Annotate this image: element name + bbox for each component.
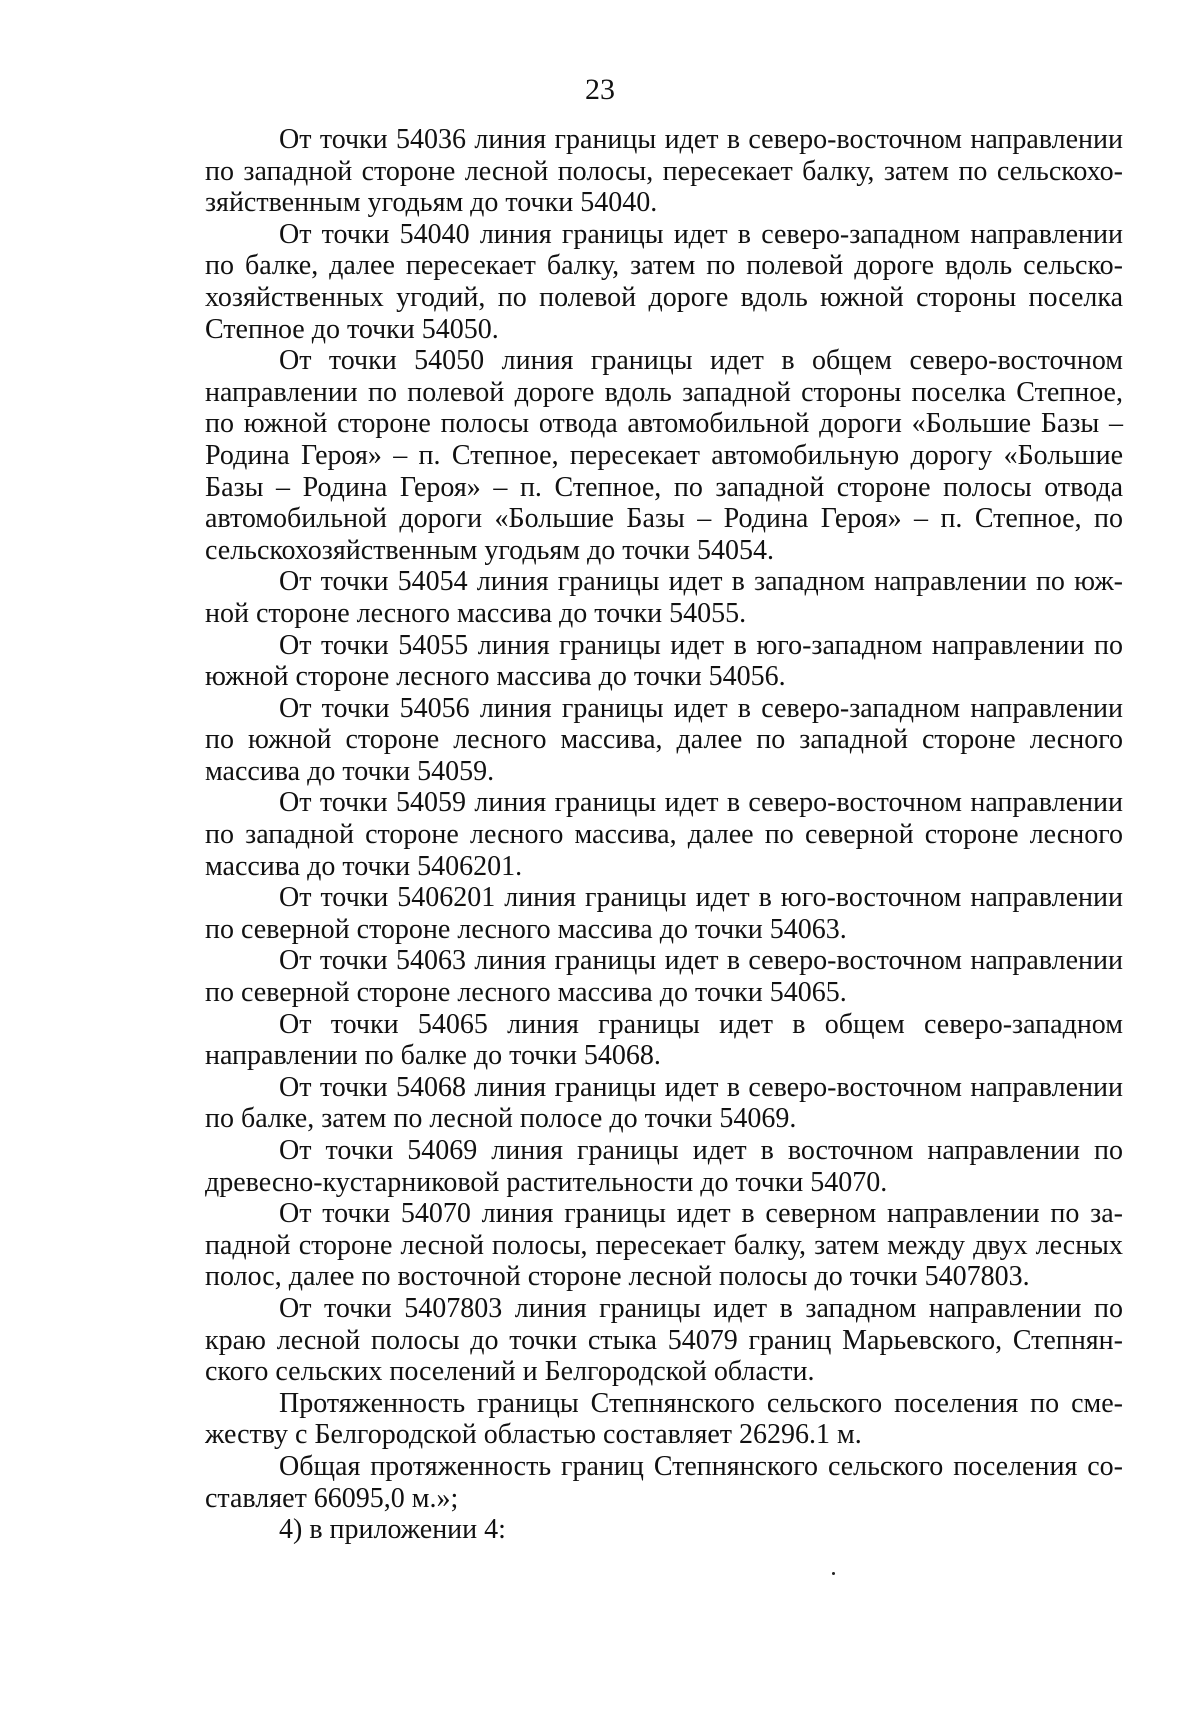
paragraph-point-5407803: От точки 5407803 линия границы идет в западном направлении по краю лесной полосы до точки стыка 54079 границ Марьевского, Степнянского сельских поселений и Белгородской области. <box>205 1292 1123 1388</box>
paragraph-appendix-4: 4) в приложении 4: <box>279 1514 506 1546</box>
paragraph-point-54040: От точки 54040 линия границы идет в северо-западном направлении по балке, далее пересекает балку, затем по полевой дороге вдоль сельскохозяйственных угодий, по полевой дороге вдоль южной стороны поселка Степное до точки 54050. <box>205 218 1123 345</box>
paragraph-point-54036: От точки 54036 линия границы идет в северо-восточном направлении по западной стороне лесной полосы, пересекает балку, затем по сельскохозяйственным угодьям до точки 54040. <box>205 124 1123 219</box>
paragraph-point-54050: От точки 54050 линия границы идет в общем северо-восточном направлении по полевой дороге вдоль западной стороны поселка Степное, по южной стороне полосы отвода автомобильной дороги «Большие Базы – Родина Героя» – п. Степное, пересекает автомобильную дорогу «Большие Базы – Родина Героя» – п. Степное, по западной стороне полосы отвода автомобильной дороги «Большие Базы – Родина Героя» – п. Степное, по сельскохозяйственным угодьям до точки 54054. <box>205 345 1123 566</box>
paragraph-total-border-length: Общая протяженность границ Степнянского сельского поселения составляет 66095,0 м.»; <box>205 1450 1123 1514</box>
document-body <box>205 124 1123 1546</box>
paragraph-point-54059: От точки 54059 линия границы идет в северо-восточном направлении по западной стороне лесного массива, далее по северной стороне лесного массива до точки 5406201. <box>205 787 1123 882</box>
paragraph-point-54056: От точки 54056 линия границы идет в северо-западном направлении по южной стороне лесного массива, далее по западной стороне лесного массива до точки 54059. <box>205 692 1123 787</box>
paragraph-point-54070: От точки 54070 линия границы идет в северном направлении по западной стороне лесной полосы, пересекает балку, затем между двух лесных полос, далее по восточной стороне лесной полосы до точки 5407803. <box>205 1198 1123 1293</box>
page-number: 23 <box>585 73 615 106</box>
scan-speck <box>832 1572 835 1575</box>
paragraph-border-length-belgorod: Протяженность границы Степнянского сельского поселения по смежеству с Белгородской областью составляет 26296.1 м. <box>205 1387 1123 1451</box>
paragraph-point-54063: От точки 54063 линия границы идет в северо-восточном направлении по северной стороне лесного массива до точки 54065. <box>205 945 1123 1009</box>
paragraph-point-54054: От точки 54054 линия границы идет в западном направлении по южной стороне лесного массива до точки 54055. <box>205 566 1123 629</box>
paragraph-point-54069: От точки 54069 линия границы идет в восточном направлении по древесно-кустарниковой растительности до точки 54070. <box>205 1135 1123 1198</box>
paragraph-point-54065: От точки 54065 линия границы идет в общем северо-западном направлении по балке до точки 54068. <box>205 1008 1123 1072</box>
paragraph-point-5406201: От точки 5406201 линия границы идет в юго-восточном направлении по северной стороне лесного массива до точки 54063. <box>205 882 1123 945</box>
paragraph-point-54055: От точки 54055 линия границы идет в юго-западном направлении по южной стороне лесного массива до точки 54056. <box>205 629 1123 693</box>
paragraph-point-54068: От точки 54068 линия границы идет в северо-восточном направлении по балке, затем по лесной полосе до точки 54069. <box>205 1071 1123 1135</box>
